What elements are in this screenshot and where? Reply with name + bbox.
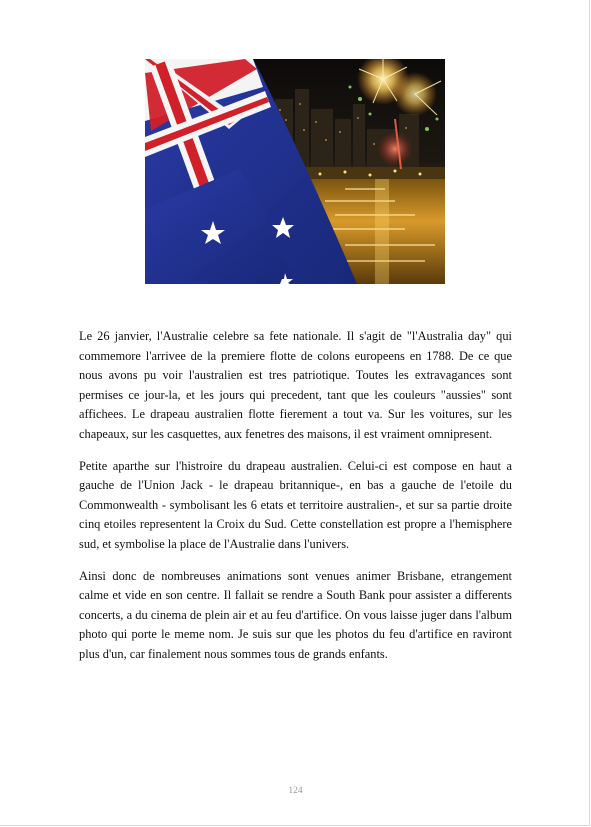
paragraph-australia-day: Le 26 janvier, l'Australie celebre sa fete nationale. Il s'agit de "l'Australia day" qui commemore l'arrivee de la premiere flotte de colons europeens en 1788. De ce que nous avons pu voir l'australien est tres patriotique. Toutes les extravagances sont permises ce jour-la, et les jours qui precedent, tant que les couleurs "aussies" sont affichees. Le drapeau australien flotte fierement a tout va. Sur les voitures, sur les chapeaux, sur les casquettes, aux fenetres des maisons, il est vraiment omnipresent. xyxy=(79,329,512,441)
paragraph-brisbane-events: Ainsi donc de nombreuses animations sont venues animer Brisbane, etrangement calme et vide en son centre. Il fallait se rendre a South Bank pour assister a differents concerts, a du cinema de plein air et au feu d'artifice. On vous laisse juger dans l'album photo qui porte le meme nom. Je suis sur que les photos du feu d'artifice en raviront plus d'un, car finalement nous sommes tous de grands enfants. xyxy=(79,568,512,661)
paragraph-flag-history: Petite aparthe sur l'histroire du drapeau australien. Celui-ci est compose en haut a gauche de l'Union Jack - le drapeau britannique-, en bas a gauche de l'etoile du Commonwealth - symbolisant les 6 etats et territoire australien-, et sur sa partie droite cinq etoiles representent la Croix du Sud. Cette constellation est propre a l'hemisphere sud, et symbolise la place de l'Australie dans l'univers. xyxy=(79,458,512,551)
photo-illustration xyxy=(145,59,445,284)
article-body xyxy=(79,327,512,677)
page-number: 124 xyxy=(288,786,303,796)
flag-fireworks-photo xyxy=(145,59,445,284)
